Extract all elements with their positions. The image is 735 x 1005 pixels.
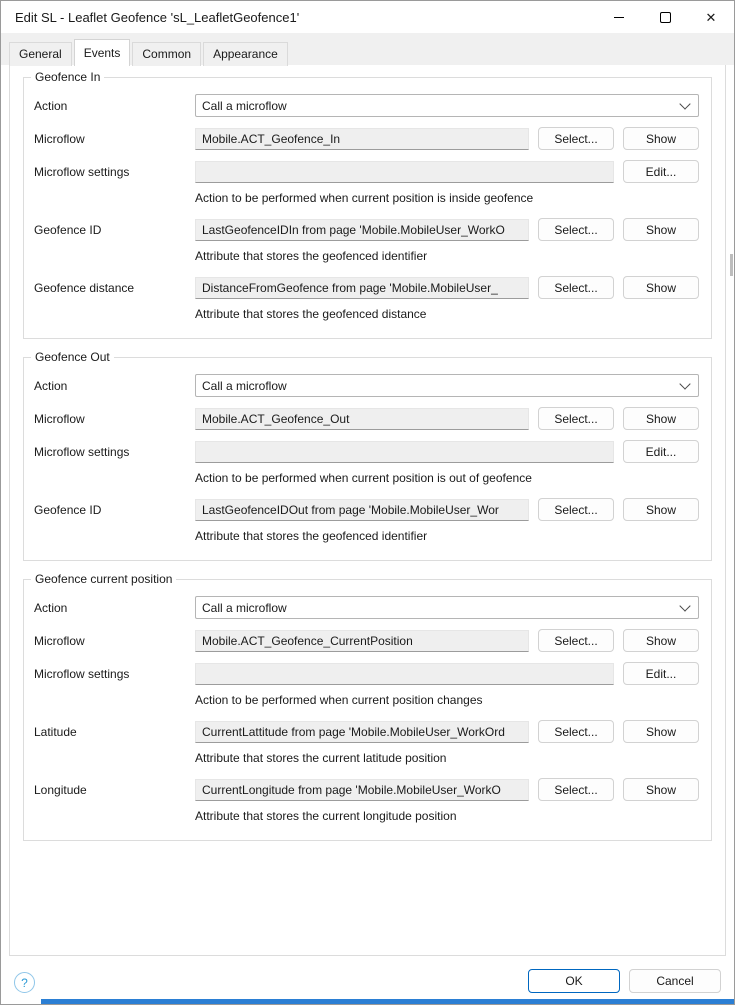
field-label: Action	[34, 378, 68, 393]
dropdown-value: Call a microflow	[202, 378, 287, 393]
microflow-input[interactable]: Mobile.ACT_Geofence_In	[195, 128, 529, 150]
microflow-row	[34, 629, 699, 652]
edit-button[interactable]: Edit...	[623, 662, 699, 685]
field-label: Action	[34, 600, 68, 615]
microflow-input[interactable]: Mobile.ACT_Geofence_CurrentPosition	[195, 630, 529, 652]
show-button[interactable]: Show	[623, 778, 699, 801]
latitude-row	[34, 720, 699, 743]
maximize-button[interactable]	[642, 1, 688, 33]
window-controls	[596, 1, 734, 33]
group-geofence-current-position	[23, 572, 712, 841]
edit-button[interactable]: Edit...	[623, 160, 699, 183]
show-button[interactable]: Show	[623, 629, 699, 652]
events-tab-page	[9, 64, 726, 956]
close-icon: ✕	[705, 9, 717, 25]
minimize-button[interactable]	[596, 1, 642, 33]
group-geofence-out	[23, 350, 712, 561]
maximize-icon	[660, 12, 671, 23]
action-dropdown[interactable]	[195, 94, 699, 117]
group-title: Geofence In	[31, 70, 104, 84]
tab-appearance[interactable]: Appearance	[203, 42, 288, 66]
action-dropdown[interactable]	[195, 596, 699, 619]
helper-text: Attribute that stores the geofenced distance	[195, 307, 427, 321]
tab-events[interactable]: Events	[74, 39, 131, 66]
group-title: Geofence Out	[31, 350, 114, 364]
geofence-id-row	[34, 218, 699, 241]
action-row	[34, 596, 699, 619]
select-button[interactable]: Select...	[538, 778, 614, 801]
longitude-input[interactable]: CurrentLongitude from page 'Mobile.MobileUser_WorkO	[195, 779, 529, 801]
select-button[interactable]: Select...	[538, 218, 614, 241]
cancel-button[interactable]: Cancel	[629, 969, 721, 993]
show-button[interactable]: Show	[623, 218, 699, 241]
longitude-row	[34, 778, 699, 801]
select-button[interactable]: Select...	[538, 276, 614, 299]
geofence-id-input[interactable]: LastGeofenceIDOut from page 'Mobile.MobileUser_Wor	[195, 499, 529, 521]
field-label: Geofence ID	[34, 222, 102, 237]
dropdown-value: Call a microflow	[202, 98, 287, 113]
ok-button[interactable]: OK	[528, 969, 620, 993]
tab-strip	[1, 33, 734, 65]
select-button[interactable]: Select...	[538, 127, 614, 150]
window-title: Edit SL - Leaflet Geofence 'sL_LeafletGeofence1'	[15, 9, 300, 25]
microflow-settings-row	[34, 440, 699, 463]
geofence-distance-row	[34, 276, 699, 299]
tab-common[interactable]: Common	[132, 42, 201, 66]
group-geofence-in	[23, 70, 712, 339]
minimize-icon	[614, 17, 624, 18]
microflow-settings-row	[34, 662, 699, 685]
field-label: Microflow	[34, 131, 85, 146]
edit-button[interactable]: Edit...	[623, 440, 699, 463]
helper-text: Action to be performed when current position is out of geofence	[195, 471, 532, 485]
geofence-id-row	[34, 498, 699, 521]
field-label: Microflow	[34, 411, 85, 426]
field-label: Geofence ID	[34, 502, 102, 517]
show-button[interactable]: Show	[623, 498, 699, 521]
field-label: Microflow settings	[34, 666, 130, 681]
field-label: Microflow	[34, 633, 85, 648]
helper-text: Action to be performed when current position is inside geofence	[195, 191, 534, 205]
helper-text: Attribute that stores the current latitude position	[195, 751, 447, 765]
field-label: Geofence distance	[34, 280, 135, 295]
action-row	[34, 374, 699, 397]
title-bar	[1, 1, 734, 33]
help-button[interactable]: ?	[14, 972, 35, 993]
vertical-scrollbar-thumb[interactable]	[730, 254, 733, 276]
tab-general[interactable]: General	[9, 42, 72, 66]
chevron-down-icon	[679, 98, 690, 109]
latitude-input[interactable]: CurrentLattitude from page 'Mobile.MobileUser_WorkOrd	[195, 721, 529, 743]
microflow-input[interactable]: Mobile.ACT_Geofence_Out	[195, 408, 529, 430]
close-button[interactable]	[688, 1, 734, 33]
dropdown-value: Call a microflow	[202, 600, 287, 615]
show-button[interactable]: Show	[623, 127, 699, 150]
action-dropdown[interactable]	[195, 374, 699, 397]
helper-text: Attribute that stores the geofenced identifier	[195, 249, 428, 263]
helper-text: Attribute that stores the geofenced identifier	[195, 529, 428, 543]
geofence-distance-input[interactable]: DistanceFromGeofence from page 'Mobile.MobileUser_	[195, 277, 529, 299]
field-label: Microflow settings	[34, 164, 130, 179]
select-button[interactable]: Select...	[538, 498, 614, 521]
helper-text: Attribute that stores the current longitude position	[195, 809, 457, 823]
field-label: Longitude	[34, 782, 87, 797]
geofence-id-input[interactable]: LastGeofenceIDIn from page 'Mobile.MobileUser_WorkO	[195, 219, 529, 241]
microflow-settings-input[interactable]	[195, 663, 614, 685]
group-title: Geofence current position	[31, 572, 176, 586]
select-button[interactable]: Select...	[538, 720, 614, 743]
show-button[interactable]: Show	[623, 276, 699, 299]
microflow-row	[34, 407, 699, 430]
microflow-row	[34, 127, 699, 150]
helper-text: Action to be performed when current position changes	[195, 693, 483, 707]
microflow-settings-row	[34, 160, 699, 183]
chevron-down-icon	[679, 378, 690, 389]
microflow-settings-input[interactable]	[195, 441, 614, 463]
show-button[interactable]: Show	[623, 720, 699, 743]
field-label: Action	[34, 98, 68, 113]
select-button[interactable]: Select...	[538, 407, 614, 430]
field-label: Microflow settings	[34, 444, 130, 459]
action-row	[34, 94, 699, 117]
field-label: Latitude	[34, 724, 77, 739]
show-button[interactable]: Show	[623, 407, 699, 430]
bottom-accent-bar	[41, 999, 734, 1004]
chevron-down-icon	[679, 600, 690, 611]
select-button[interactable]: Select...	[538, 629, 614, 652]
microflow-settings-input[interactable]	[195, 161, 614, 183]
